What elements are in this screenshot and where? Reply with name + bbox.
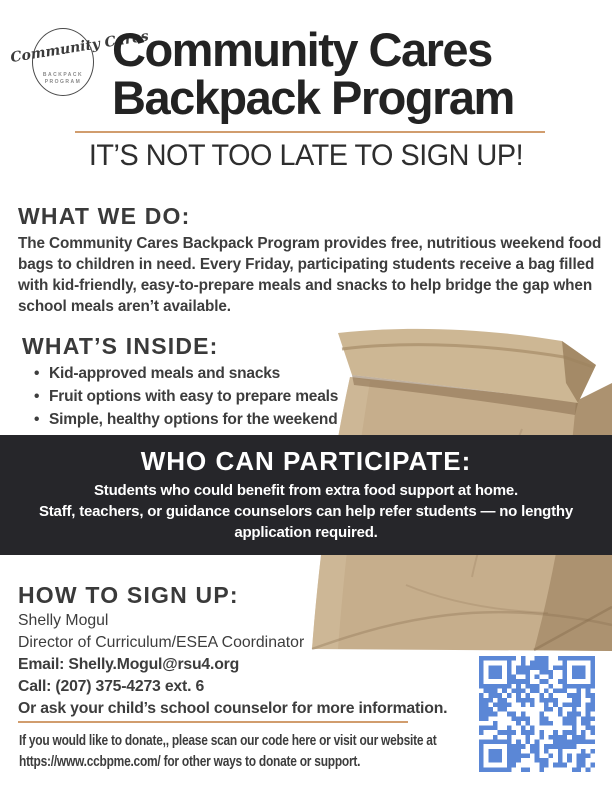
community-cares-logo — [9, 16, 150, 108]
contact-title: Director of Curriculum/ESEA Coordinator — [18, 634, 305, 651]
page-title — [112, 23, 607, 124]
page-title-line2: Backpack Program — [112, 71, 514, 124]
subtitle-banner: IT’S NOT TOO LATE TO SIGN UP! — [88, 139, 524, 172]
what-we-do-heading: WHAT WE DO: — [18, 203, 191, 229]
donate-note: If you would like to donate,, please scan our code here or visit our website at https://www.ccbpme.com/ for other ways to donate or support. — [19, 733, 437, 770]
contact-name: Shelly Mogul — [18, 612, 109, 629]
list-item: • Simple, healthy options for the weekend — [34, 408, 364, 431]
who-can-participate-line2: Staff, teachers, or guidance counselors can help refer students — no lengthy application required. — [38, 503, 574, 541]
list-item: • Fruit options with easy to prepare meals — [34, 385, 364, 408]
contact-phone: Call: (207) 375-4273 ext. 6 — [18, 678, 205, 695]
whats-inside-heading: WHAT’S INSIDE: — [22, 333, 219, 359]
accent-divider-bottom — [18, 721, 408, 723]
logo-subtext-line1: BACKPACK — [42, 72, 84, 78]
list-item: • Kid-approved meals and snacks — [34, 362, 364, 385]
logo-subtext-line2: PROGRAM — [44, 79, 82, 85]
who-can-participate-heading: WHO CAN PARTICIPATE: — [140, 446, 472, 476]
who-can-participate-banner — [0, 435, 612, 555]
logo-subtext — [34, 72, 92, 86]
contact-email: Email: Shelly.Mogul@rsu4.org — [18, 656, 240, 673]
contact-block — [18, 610, 488, 720]
what-we-do-body: The Community Cares Backpack Program provides free, nutritious weekend food bags to children in need. Every Friday, participating students receive a bag filled with kid-friendly, easy-to-prepare meals and snacks to help bridge the gap when school meals aren’t available. — [18, 235, 602, 315]
page-title-line1: Community Cares — [112, 23, 492, 76]
who-can-participate-line1: Students who could benefit from extra food support at home. — [93, 482, 519, 499]
how-to-sign-up-heading: HOW TO SIGN UP: — [18, 582, 239, 608]
contact-counselor-note: Or ask your child’s school counselor for more information. — [18, 700, 448, 717]
qr-code — [479, 656, 595, 772]
logo-script-text: Community Cares — [9, 28, 150, 67]
accent-divider-top — [75, 131, 545, 133]
